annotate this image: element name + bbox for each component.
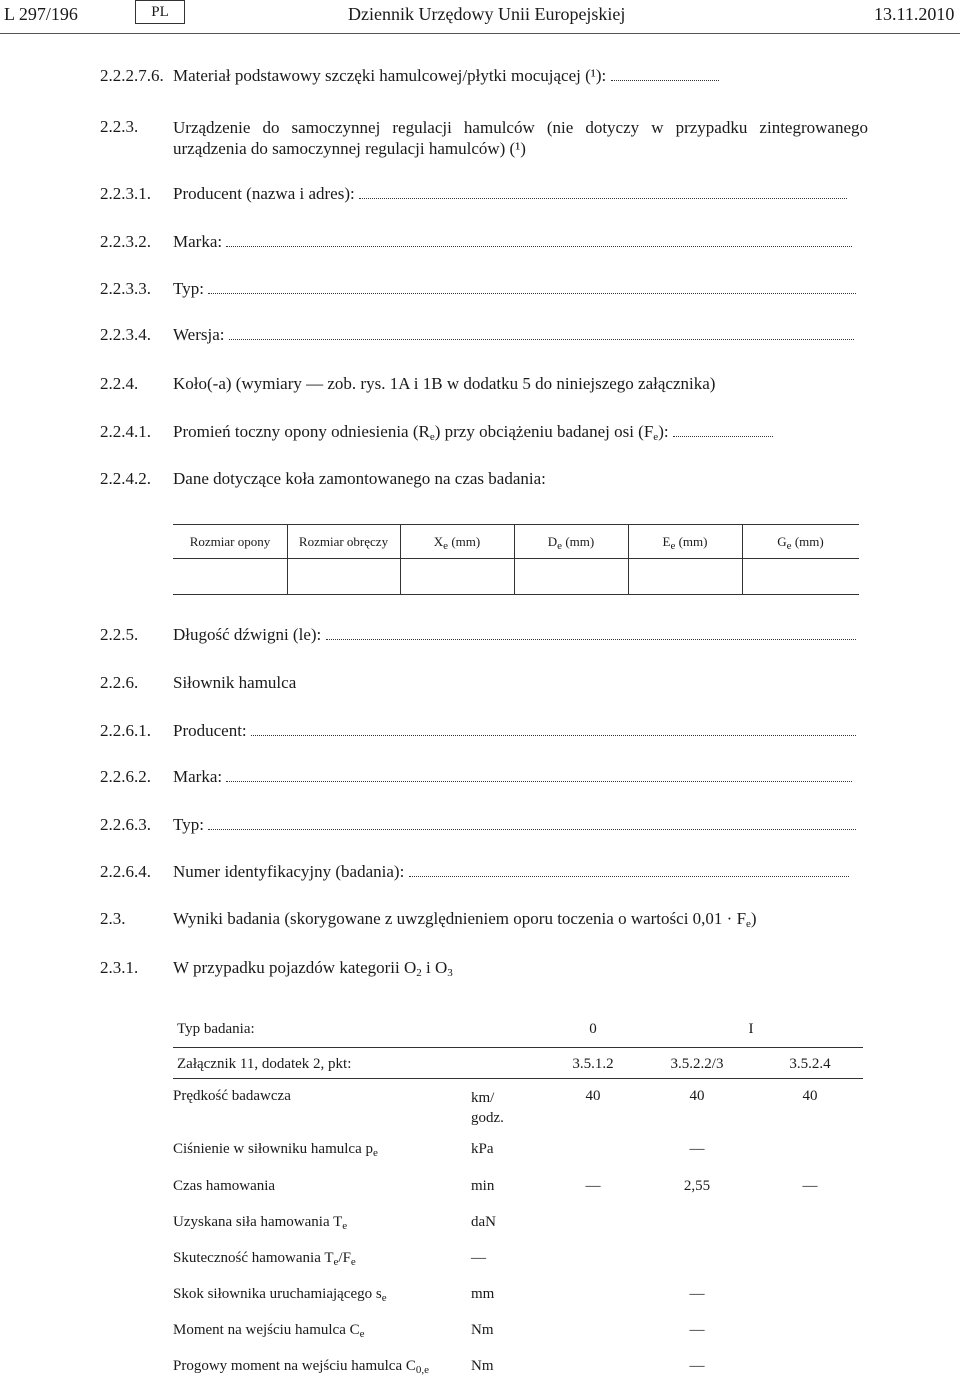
fill-dots xyxy=(409,862,849,877)
item-text: Urządzenie do samoczynnej regulacji hamulców (nie dotyczy w przypadku zintegrowanego urządzenia do samoczynnej regulacji hamulców) (¹) xyxy=(173,118,868,158)
type-0: 0 xyxy=(589,1021,597,1037)
table-header-cell: $E_e$ (mm) xyxy=(662,534,708,552)
row-value: 2,55 xyxy=(683,1178,711,1194)
row-label: Skok siłownika uruchamiającego $s_e$ xyxy=(173,1286,387,1304)
row-unit: — xyxy=(471,1250,486,1266)
item-text: W przypadku pojazdów kategorii $O_2$ i $O_3$ xyxy=(173,958,453,979)
item-number: 2.2.6.4. xyxy=(100,862,151,881)
annex-label: Załącznik 11, dodatek 2, pkt: xyxy=(177,1056,352,1072)
language-badge: PL xyxy=(135,0,185,24)
item-number: 2.2.3.3. xyxy=(100,279,151,298)
row-label: Skuteczność hamowania $T_e/F_e$ xyxy=(173,1250,356,1268)
fill-dots xyxy=(208,815,856,830)
item-number: 2.3. xyxy=(100,909,126,928)
row-label: Ciśnienie w siłowniku hamulca $p_e$ xyxy=(173,1141,378,1159)
item-text: Koło(-a) (wymiary — zob. rys. 1A i 1B w dodatku 5 do niniejszego załącznika) xyxy=(173,374,716,393)
page-number: L 297/196 xyxy=(4,4,78,24)
fill-dots xyxy=(226,767,852,782)
item-number: 2.2.5. xyxy=(100,625,139,644)
publication-date: 13.11.2010 xyxy=(874,4,955,24)
type-1: I xyxy=(748,1021,754,1037)
fill-dots xyxy=(251,721,856,736)
row-label: Prędkość badawcza xyxy=(173,1088,291,1104)
item-number: 2.2.4. xyxy=(100,374,139,393)
annex-col: 3.5.1.2 xyxy=(572,1056,614,1072)
item-number: 2.2.3.4. xyxy=(100,325,151,344)
row-value: 40 xyxy=(802,1088,818,1104)
item-number: 2.2.6. xyxy=(100,673,139,692)
item-number: 2.3.1. xyxy=(100,958,139,977)
row-unit: Nm xyxy=(471,1322,494,1338)
row-value: 40 xyxy=(689,1088,705,1104)
item-text: Marka: xyxy=(173,232,868,252)
item-number: 2.2.3.2. xyxy=(100,232,151,251)
annex-col: 3.5.2.2/3 xyxy=(670,1056,724,1072)
journal-title: Dziennik Urzędowy Unii Europejskiej xyxy=(348,4,626,24)
item-number: 2.2.4.1. xyxy=(100,422,151,441)
page-header xyxy=(0,0,960,32)
row-label: Uzyskana siła hamowania $T_e$ xyxy=(173,1214,348,1232)
row-label: Progowy moment na wejściu hamulca $C_{0,e}$ xyxy=(173,1358,430,1376)
fill-dots xyxy=(226,232,852,247)
item-number: 2.2.6.2. xyxy=(100,767,151,786)
row-unit: km/ godz. xyxy=(471,1090,504,1126)
row-value: — xyxy=(689,1358,705,1374)
fill-dots xyxy=(611,66,719,81)
row-value: — xyxy=(689,1322,705,1338)
table-header-cell: $D_e$ (mm) xyxy=(547,534,595,552)
row-unit: Nm xyxy=(471,1358,494,1374)
row-label: Czas hamowania xyxy=(173,1178,276,1194)
item-text: Marka: xyxy=(173,767,868,787)
item-text: Dane dotyczące koła zamontowanego na czas badania: xyxy=(173,469,546,488)
item-number: 2.2.4.2. xyxy=(100,469,151,488)
header-divider xyxy=(0,33,960,34)
fill-dots xyxy=(359,184,847,199)
row-unit: min xyxy=(471,1178,495,1194)
item-number: 2.2.2.7.6. xyxy=(100,66,164,85)
row-value: — xyxy=(689,1141,705,1157)
table-header-cell: Rozmiar opony xyxy=(189,534,271,549)
row-label: Moment na wejściu hamulca $C_e$ xyxy=(173,1322,365,1340)
item-text: Wyniki badania (skorygowane z uwzględnieniem oporu toczenia o wartości $0,01 \cdot F_e$) xyxy=(173,909,757,930)
annex-col: 3.5.2.4 xyxy=(789,1056,831,1072)
row-unit: daN xyxy=(471,1214,496,1230)
fill-dots xyxy=(229,325,854,340)
item-text: Producent (nazwa i adres): xyxy=(173,184,868,204)
item-text: Długość dźwigni (le): xyxy=(173,625,868,645)
table-header-cell: Rozmiar obręczy xyxy=(298,534,389,549)
item-number: 2.2.3.1. xyxy=(100,184,151,203)
item-text: Materiał podstawowy szczęki hamulcowej/płytki mocującej (¹): xyxy=(173,66,868,86)
fill-dots xyxy=(673,422,773,437)
table-header-cell: $G_e$ (mm) xyxy=(777,534,824,552)
item-text: Producent: xyxy=(173,721,868,741)
item-text: Typ: xyxy=(173,815,868,835)
item-number: 2.2.6.3. xyxy=(100,815,151,834)
row-unit: kPa xyxy=(471,1141,494,1157)
fill-dots xyxy=(208,279,856,294)
row-value: — xyxy=(585,1178,601,1194)
item-text: Siłownik hamulca xyxy=(173,673,297,692)
row-unit: mm xyxy=(471,1286,495,1302)
item-text: Promień toczny opony odniesienia $(R_e)$ przy obciążeniu badanej osi $(F_e)$: xyxy=(173,422,868,447)
table-header-cell: $X_e$ (mm) xyxy=(433,534,481,552)
row-value: 40 xyxy=(585,1088,601,1104)
type-label: Typ badania: xyxy=(177,1021,255,1037)
row-value: — xyxy=(802,1178,818,1194)
item-text: Wersja: xyxy=(173,325,868,345)
item-text: Numer identyfikacyjny (badania): xyxy=(173,862,868,882)
item-number: 2.2.3. xyxy=(100,117,139,136)
row-value: — xyxy=(689,1286,705,1302)
item-number: 2.2.6.1. xyxy=(100,721,151,740)
item-text: Typ: xyxy=(173,279,868,299)
fill-dots xyxy=(326,625,856,640)
